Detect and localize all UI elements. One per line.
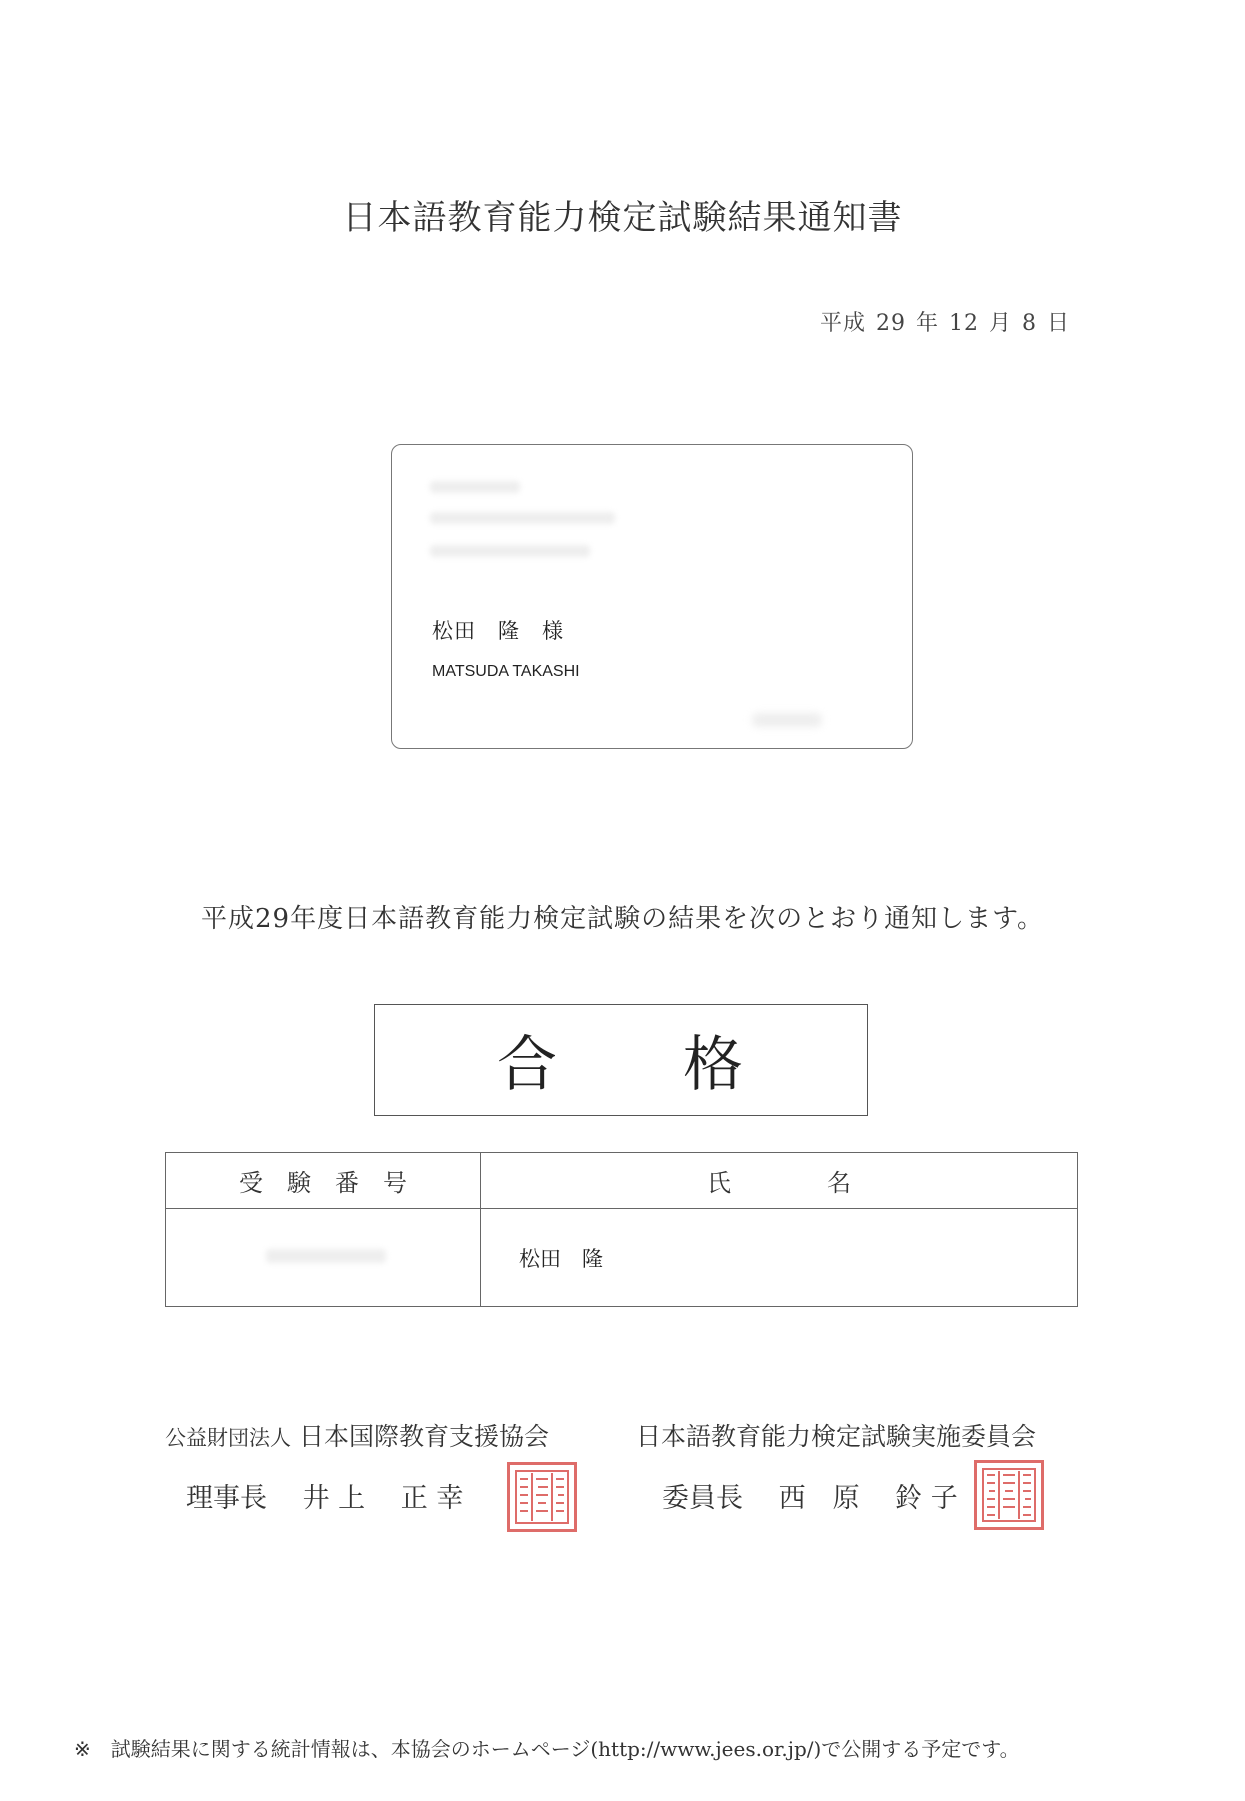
date-day: 8 — [1021, 311, 1037, 336]
date-year-unit: 年 — [915, 311, 939, 336]
exam-number-cell — [166, 1209, 481, 1307]
table-row — [166, 1209, 1078, 1307]
org-type: 公益財団法人 — [165, 1426, 291, 1450]
date-month-unit: 月 — [988, 311, 1012, 336]
footnote-text: 試験結果に関する統計情報は、本協会のホームページ(http://www.jees.or.jp/)で公開する予定です。 — [110, 1737, 1020, 1761]
date-era: 平成 — [819, 311, 866, 336]
official-seal-icon — [507, 1462, 577, 1532]
redacted-address-line — [430, 545, 590, 557]
date-day-unit: 日 — [1046, 311, 1070, 336]
notice-text: 平成29年度日本語教育能力検定試験の結果を次のとおり通知します。 — [200, 904, 1044, 934]
redacted-code — [752, 713, 822, 727]
seal-pattern — [977, 1463, 1041, 1527]
exam-number-header: 受 験 番 号 — [166, 1153, 481, 1209]
org-name: 日本国際教育支援協会 — [291, 1422, 549, 1451]
signer-left — [186, 1476, 463, 1515]
signer-person: 西 原 鈴 子 — [778, 1483, 958, 1514]
official-seal-icon — [974, 1460, 1044, 1530]
name-header: 氏 名 — [481, 1153, 1078, 1209]
issue-date — [810, 306, 1070, 337]
signer-title: 理事長 — [186, 1483, 267, 1514]
date-month: 12 — [948, 311, 979, 336]
footnote-mark: ※ — [74, 1737, 91, 1761]
signer-title: 委員長 — [662, 1483, 743, 1514]
address-window — [391, 444, 913, 749]
redacted-address-line — [430, 481, 520, 493]
signer-right — [662, 1476, 958, 1515]
table-header-row — [166, 1153, 1078, 1209]
document-title: 日本語教育能力検定試験結果通知書 — [342, 198, 903, 238]
recipient-romanized-name: MATSUDA TAKASHI — [432, 663, 580, 680]
footnote — [74, 1733, 1020, 1762]
result-box: 合 格 — [374, 1004, 868, 1116]
signer-person: 井 上 正 幸 — [302, 1483, 464, 1514]
candidate-name-cell: 松田 隆 — [481, 1209, 1078, 1307]
issuer-org-left — [165, 1417, 549, 1453]
issuer-org-right: 日本語教育能力検定試験実施委員会 — [636, 1422, 1037, 1451]
redacted-address-line — [430, 512, 615, 524]
recipient-name: 松田 隆 様 — [432, 619, 564, 643]
redacted-exam-number — [266, 1249, 386, 1263]
seal-pattern — [510, 1465, 574, 1529]
candidate-table — [165, 1152, 1078, 1307]
date-year: 29 — [875, 311, 906, 336]
